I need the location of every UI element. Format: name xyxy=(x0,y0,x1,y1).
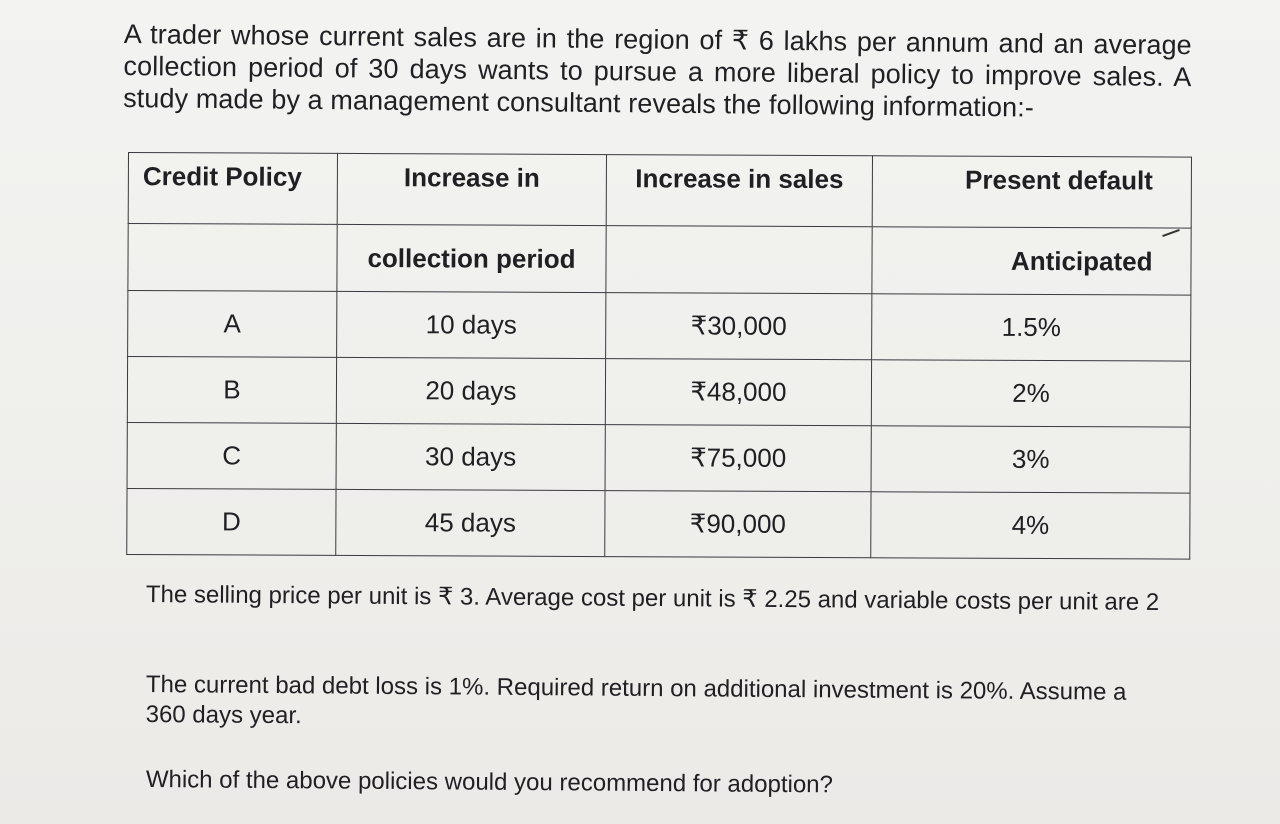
header-credit-policy: Credit Policy xyxy=(128,153,337,225)
cell-default: 3% xyxy=(871,426,1190,493)
header-increase-in: Increase in xyxy=(337,153,606,225)
bad-debt-paragraph: The current bad debt loss is 1%. Required return on additional investment is 20%. Assume a 360 days year. xyxy=(145,670,1127,730)
table-row xyxy=(127,488,1190,559)
table-header-row-1 xyxy=(128,153,1191,229)
price-paragraph: The selling price per unit is ₹ 3. Average cost per unit is ₹ 2.25 and variable costs per unit are 2 xyxy=(145,580,1160,616)
table-row xyxy=(127,422,1190,493)
table-header-row-2 xyxy=(128,224,1191,296)
cell-policy: C xyxy=(127,422,336,489)
cell-policy: A xyxy=(128,291,337,358)
question-paragraph: Which of the above policies would you recommend for adoption? xyxy=(145,765,834,799)
header-increase-in-sales: Increase in sales xyxy=(606,155,873,227)
cell-period: 10 days xyxy=(337,291,606,358)
cell-period: 30 days xyxy=(336,423,605,490)
credit-policy-table xyxy=(126,152,1192,560)
cell-period: 20 days xyxy=(336,357,605,424)
table-row xyxy=(128,291,1191,362)
cell-default: 2% xyxy=(871,360,1190,427)
cell-sales: ₹48,000 xyxy=(605,359,871,426)
cell-sales: ₹30,000 xyxy=(605,293,871,360)
cell-period: 45 days xyxy=(336,489,605,556)
cell-sales: ₹90,000 xyxy=(605,491,871,558)
intro-paragraph: A trader whose current sales are in the region of ₹ 6 lakhs per annum and an average collection period of 30 days wants to pursue a more liberal policy to improve sales. A study made by a management consultant reveals the following information:- xyxy=(123,18,1192,123)
header-blank-2 xyxy=(606,226,872,294)
cell-default: 4% xyxy=(871,492,1190,559)
cell-sales: ₹75,000 xyxy=(605,425,871,492)
header-present-default: Present default xyxy=(872,156,1191,228)
table-row xyxy=(127,357,1190,428)
header-blank-1 xyxy=(128,224,337,292)
cell-policy: D xyxy=(127,488,336,555)
header-anticipated: Anticipated xyxy=(872,227,1191,295)
header-collection-period: collection period xyxy=(337,224,606,292)
cell-default: 1.5% xyxy=(872,294,1191,361)
cell-policy: B xyxy=(127,357,336,424)
